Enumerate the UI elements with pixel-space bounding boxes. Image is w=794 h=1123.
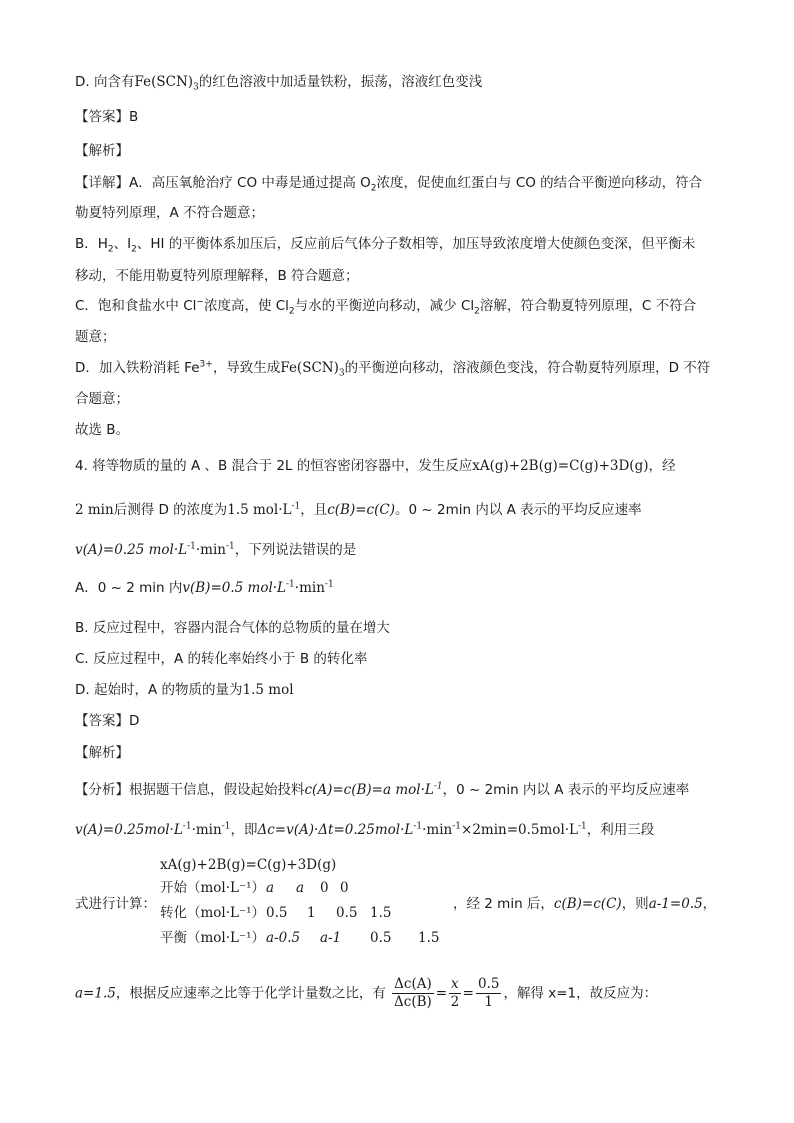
table-row-equilibrium: 平衡（mol·L⁻¹） a-0.5 a-1 0.5 1.5 [160,930,440,946]
solution-line-1: 【分析】根据题干信息，假设起始投料c(A)=c(B)=a $mol\cdot L^{-1}$，0 ~ 2min 内以 A 表示的平均反应速率 [75,781,690,798]
formula-fe-scn: $Fe(SCN)_3$ [134,74,199,93]
question-4-line-1: 4. 将等物质的量的 A 、B 混合于 2L 的恒容密闭容器中，发生反应xA(g)+2B(g)=C(g)+3D(g)，经 [75,458,676,474]
table-row-start: 开始（mol·L⁻¹） a a 0 0 [160,880,349,896]
option-b: B. 反应过程中，容器内混合气体的总物质的量在增大 [75,620,390,636]
detail-c-line-2: 题意； [75,329,116,345]
table-right-text: ，经 2 min 后，c(B)=c(C)，则a-1=0.5， [453,896,717,912]
option-a: A．0 ~ 2 min 内v(B)=0.5 $mol\cdot L^{-1}\cdot\min^{-1}$ [75,579,334,596]
solution-line-2: $v(A)=0.25mol\cdot L^{-1}\cdot\min^{-1}$，即$\Delta c=v(A)\cdot\Delta t=0.25mol\cdot L^{-1}\cdot\min^{-1}\times 2\min=0.5mol\cdot L^{-1}$，利用三段 [75,821,655,838]
option-c: C. 反应过程中，A 的转化率始终小于 B 的转化率 [75,651,368,667]
answer-label-2: 【答案】D [75,713,140,729]
detail-c-line-1: C．饱和食盐水中 Cl−浓度高，使 $Cl_2$与水的平衡逆向移动，减少 $Cl_2$溶解，符合勒夏特列原理，C 不符合 [75,297,697,317]
detail-a-line-1: 【详解】A．高压氧舱治疗 CO 中毒是通过提高 $O_2$浓度，促使血红蛋白与 CO 的结合平衡逆向移动，符合 [75,175,703,194]
table-equation: xA(g)+2B(g)=C(g)+3D(g) [160,857,337,873]
option-d-line: D. 向含有$Fe(SCN)_3$的红色溶液中加适量铁粉，振荡，溶液红色变浅 [75,74,483,93]
table-row-change: 转化（mol·L⁻¹） 0.5 1 0.5 1.5 [160,905,392,921]
conclusion-line: 故选 B。 [75,422,130,438]
fraction-x-2: $\frac{x}{2}$ [450,976,460,1010]
detail-b-line-1: B．$H_2$、$I_2$、HI 的平衡体系加压后，反应前后气体分子数相等，加压导致浓度增大使颜色变深，但平衡未 [75,236,696,255]
detail-d-line-2: 合题意； [75,391,129,407]
analysis-label-1: 【解析】 [75,143,129,159]
analysis-label-2: 【解析】 [75,745,129,761]
question-4-line-2: 2 min后测得 D 的浓度为1.5 $mol\cdot L^{-1}$，且c(B)=c(C)。0 ~ 2min 内以 A 表示的平均反应速率 [75,501,642,518]
option-d: D. 起始时，A 的物质的量为1.5 mol [75,682,294,698]
detail-a-line-2: 勒夏特列原理，A 不符合题意； [75,205,265,221]
question-4-line-3: v(A)=0.25 $mol\cdot L^{-1}\cdot\min^{-1}$，下列说法错误的是 [75,541,357,558]
detail-d-line-1: D．加入铁粉消耗 $Fe^{3+}$，导致生成$Fe(SCN)_3$的平衡逆向移动，溶液颜色变浅，符合勒夏特列原理，D 不符 [75,359,711,379]
fraction-0.5-1: $\frac{0.5}{1}$ [477,976,500,1010]
fraction-delta-c: $\frac{\Delta c(A)}{\Delta c(B)}$ [394,976,432,1010]
detail-b-line-2: 移动，不能用勒夏特列原理解释，B 符合题意； [75,268,359,284]
table-left-text: 式进行计算： [75,896,156,912]
final-line: a=1.5，根据反应速率之比等于化学计量数之比，有 $\frac{\Delta c(A)}{\Delta c(B)}$ = $\frac{x}{2}$ = $\frac{0.5}{1}$ ，解得 x=1，故反应为： [75,976,658,1010]
answer-label-1: 【答案】B [75,109,139,125]
three-stage-table [160,855,460,950]
